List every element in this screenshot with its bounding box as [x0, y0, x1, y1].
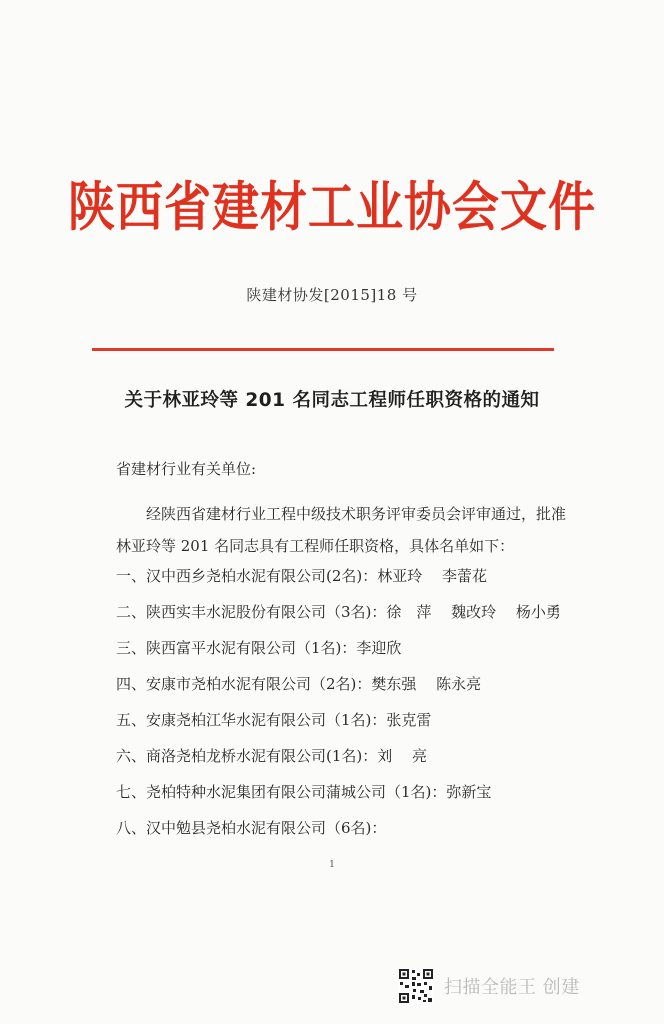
list-item: 六、商洛尧柏龙桥水泥有限公司(1名)：刘 亮 [116, 747, 428, 765]
body-line-2: 林亚玲等 201 名同志具有工程师任职资格，具体名单如下： [116, 537, 515, 555]
body-paragraph [116, 498, 576, 562]
list-item: 八、汉中勉县尧柏水泥有限公司（6名)： [116, 819, 387, 837]
org-document-header: 陕西省建材工业协会文件 [68, 176, 596, 239]
header-divider [92, 348, 554, 351]
list-item: 四、安康市尧柏水泥有限公司（2名)：樊东强 陈永亮 [116, 675, 482, 693]
notice-title: 关于林亚玲等 201 名同志工程师任职资格的通知 [124, 390, 540, 411]
scanner-watermark [398, 966, 580, 1006]
list-item: 一、汉中西乡尧柏水泥有限公司(2名)：林亚玲 李蕾花 [116, 567, 488, 585]
list-item: 二、陕西实丰水泥股份有限公司（3名)：徐 萍 魏改玲 杨小勇 [116, 603, 561, 621]
watermark-text: 扫描全能王 创建 [444, 977, 580, 998]
approved-list [116, 558, 616, 846]
list-item: 七、尧柏特种水泥集团有限公司蒲城公司（1名)：弥新宝 [116, 783, 492, 801]
body-line-1: 经陕西省建材行业工程中级技术职务评审委员会评审通过，批准 [146, 505, 567, 523]
document-number: 陕建材协发[2015]18 号 [246, 286, 418, 304]
list-item: 三、陕西富平水泥有限公司（1名)：李迎欣 [116, 639, 402, 657]
qr-code-icon [398, 968, 434, 1004]
salutation: 省建材行业有关单位: [116, 460, 257, 478]
page-number: 1 [329, 860, 335, 870]
list-item: 五、安康尧柏江华水泥有限公司（1名)：张克雷 [116, 711, 432, 729]
